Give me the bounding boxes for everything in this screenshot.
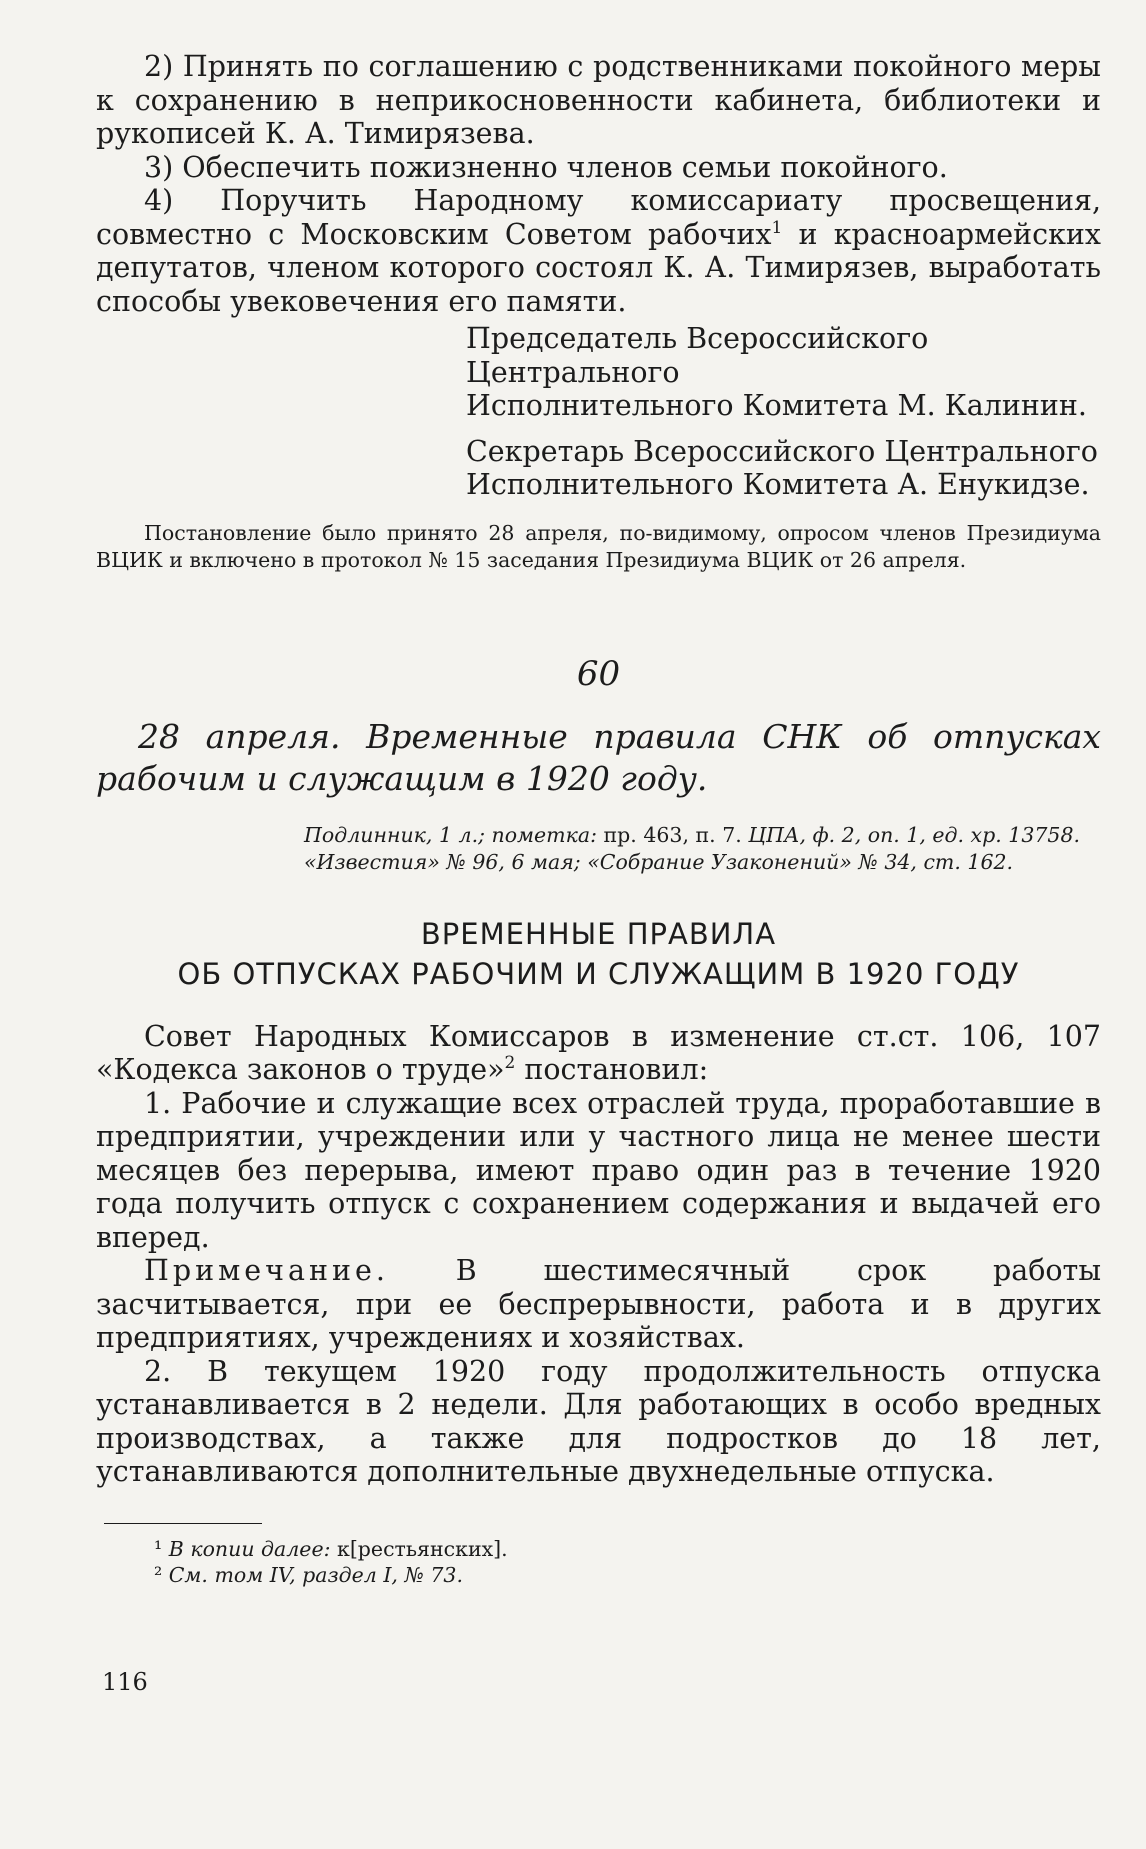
para4-text-before: 4) Поручить Народному комиссариату просвещения, совместно с Московским Советом рабочих	[96, 184, 1101, 251]
paragraph-item-3: 3) Обеспечить пожизненно членов семьи покойного.	[144, 150, 948, 184]
intro-text-after: постановил:	[515, 1053, 709, 1086]
footnote-2-mark: ²	[154, 1562, 163, 1587]
intro-text-before: Совет Народных Комиссаров в изменение ст.ст. 106, 107 «Кодекса законов о труде»	[96, 1019, 1101, 1086]
paragraph-item-2: 2) Принять по соглашению с родственниками покойного меры к сохранению в неприкосновенности кабинета, библиотеки и рукописей К. А. Тимирязева.	[96, 50, 1101, 150]
footnote-1	[96, 1536, 1101, 1562]
footnote-2-italic: См. том IV, раздел I, № 73.	[168, 1562, 463, 1587]
rule-1: 1. Рабочие и служащие всех отраслей труда, проработавшие в предприятии, учреждении или у частного лица не менее шести месяцев без перерыва, имеют право один раз в течение 1920 года получить отпуск с сохранением содержания и выдачей его вперед.	[96, 1086, 1101, 1254]
source-archive: ЦПА, ф. 2, оп. 1, ед. хр. 13758.	[748, 822, 1081, 847]
footnote-2	[96, 1562, 1101, 1588]
para4-text-after: и красноармейских депутатов, членом которого состоял К. А. Тимирязев, выработать способы увековечения его памяти.	[96, 217, 1101, 318]
signature-secretary	[96, 435, 1101, 502]
editor-note: Постановление было принято 28 апреля, по-видимому, опросом членов Президиума ВЦИК и включено в протокол № 15 заседания Президиума ВЦИК от 26 апреля.	[96, 520, 1101, 572]
signature-chairman	[96, 322, 1101, 423]
rule-2: 2. В текущем 1920 году продолжительность отпуска устанавливается в 2 недели. Для работающих в особо вредных производствах, а также для подростков до 18 лет, устанавливаются дополнительные двухнедельные отпуска.	[96, 1354, 1101, 1488]
document-number: 60	[576, 653, 621, 694]
document-source	[96, 822, 1101, 876]
document-title: 28 апреля. Временные правила СНК об отпусках рабочим и служащим в 1920 году.	[96, 716, 1101, 798]
footnote-1-mark: ¹	[154, 1536, 163, 1561]
footnote-1-text: к[рестьянских].	[330, 1536, 508, 1561]
note-label: Примечание.	[144, 1254, 389, 1287]
source-original-label: Подлинник, 1 л.; пометка:	[304, 822, 597, 847]
footnote-ref-2[interactable]: 2	[504, 1053, 516, 1073]
footnote-divider	[104, 1523, 262, 1524]
source-line-2: «Известия» № 96, 6 мая; «Собрание Узаконений» № 34, ст. 162.	[304, 849, 1014, 874]
footnote-1-italic: В копии далее:	[168, 1536, 331, 1561]
page-number: 116	[102, 1668, 148, 1696]
intro-paragraph	[96, 1020, 1101, 1087]
source-mark: пр. 463, п. 7.	[597, 822, 749, 847]
page-body	[96, 50, 1101, 1588]
rule-1-note	[96, 1254, 1101, 1355]
paragraph-item-4	[96, 184, 1101, 318]
signature-secretary-line1: Секретарь Всероссийского Центрального	[466, 434, 1098, 468]
signature-chairman-line2: Исполнительного Комитета М. Калинин.	[466, 389, 1087, 422]
section-heading-line-2: ОБ ОТПУСКАХ РАБОЧИМ И СЛУЖАЩИМ В 1920 ГОДУ	[177, 956, 1020, 991]
note-text: В шестимесячный срок работы засчитывается, при ее беспрерывности, работа и в других предприятиях, учреждениях и хозяйствах.	[96, 1254, 1101, 1354]
signature-chairman-line1: Председатель Всероссийского Центрального	[466, 322, 929, 389]
section-heading-line-1: ВРЕМЕННЫЕ ПРАВИЛА	[420, 916, 777, 951]
footnote-ref-1[interactable]: 1	[771, 217, 783, 238]
signature-secretary-line2: Исполнительного Комитета А. Енукидзе.	[466, 468, 1090, 501]
source-line-1	[256, 822, 1101, 849]
